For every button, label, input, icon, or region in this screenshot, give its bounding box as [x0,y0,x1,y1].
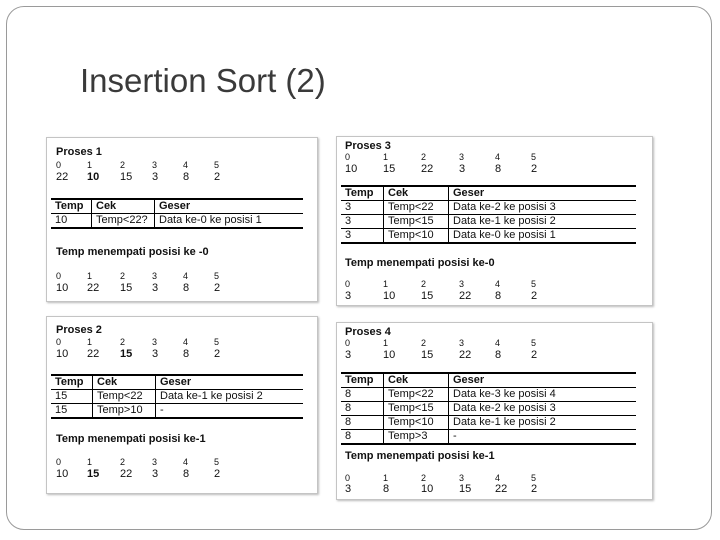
value-cell: 3 [345,290,352,302]
panel-title: Proses 3 [345,140,391,152]
header-geser: Geser [449,186,637,201]
value-cell: 15 [120,348,133,360]
cell-geser: Data ke-2 ke posisi 3 [449,201,637,215]
value-cell: 3 [152,468,159,480]
header-temp: Temp [341,186,384,201]
index-cell: 5 [214,337,220,347]
value-cell: 10 [383,290,396,302]
panel-proses-4 [336,322,653,500]
value-cell: 8 [495,290,502,302]
cell-temp: 8 [341,416,384,430]
steps-table [51,198,303,229]
index-cell: 3 [459,338,465,348]
table-row [51,390,303,404]
table-row [341,229,636,244]
cell-geser: Data ke-1 ke posisi 2 [449,416,637,430]
temp-note: Temp menempati posisi ke-1 [345,450,495,462]
value-cell: 2 [214,171,221,183]
table-header [51,375,303,390]
cell-cek: Temp>10 [93,404,156,419]
header-cek: Cek [92,199,155,214]
header-cek: Cek [93,375,156,390]
index-cell: 1 [87,337,93,347]
index-cell: 3 [152,457,158,467]
index-cell: 0 [56,160,62,170]
cell-cek: Temp<22? [92,214,155,229]
value-cell: 22 [87,348,100,360]
index-cell: 4 [495,152,501,162]
index-cell: 1 [383,473,389,483]
index-cell: 3 [459,279,465,289]
value-cell: 2 [531,163,538,175]
index-cell: 4 [183,457,189,467]
index-cell: 2 [421,338,427,348]
value-cell: 2 [214,282,221,294]
value-cell: 22 [495,483,508,495]
cell-cek: Temp>3 [384,430,449,445]
value-cell: 8 [183,348,190,360]
value-cell: 15 [120,171,133,183]
panel-title: Proses 4 [345,326,391,338]
cell-temp: 15 [51,404,93,419]
index-cell: 1 [87,271,93,281]
cell-temp: 3 [341,229,384,244]
value-cell: 15 [459,483,472,495]
cell-geser: - [449,430,637,445]
panel-proses-2 [46,316,318,494]
index-cell: 0 [345,279,351,289]
cell-cek: Temp<22 [93,390,156,404]
cell-temp: 15 [51,390,93,404]
header-temp: Temp [51,199,92,214]
index-cell: 0 [345,338,351,348]
table-row [341,416,636,430]
index-cell: 2 [120,160,126,170]
value-cell: 15 [87,468,100,480]
cell-cek: Temp<10 [384,416,449,430]
value-cell: 2 [531,349,538,361]
cell-geser: Data ke-0 ke posisi 1 [449,229,637,244]
value-cell: 10 [345,163,358,175]
header-geser: Geser [156,375,304,390]
cell-geser: Data ke-1 ke posisi 2 [156,390,304,404]
cell-temp: 8 [341,402,384,416]
index-cell: 0 [345,152,351,162]
table-header [51,199,303,214]
steps-table [341,372,636,445]
value-cell: 22 [421,163,434,175]
value-cell: 8 [495,163,502,175]
value-cell: 10 [56,468,69,480]
index-cell: 0 [345,473,351,483]
value-cell: 3 [345,349,352,361]
value-cell: 15 [421,349,434,361]
temp-note: Temp menempati posisi ke-0 [345,257,495,269]
index-cell: 2 [421,473,427,483]
value-cell: 8 [495,349,502,361]
table-row [51,214,303,229]
index-cell: 1 [383,279,389,289]
value-cell: 15 [120,282,133,294]
table-row [341,388,636,402]
cell-temp: 3 [341,201,384,215]
cell-temp: 8 [341,430,384,445]
value-cell: 3 [152,282,159,294]
table-row [341,215,636,229]
cell-cek: Temp<15 [384,215,449,229]
cell-temp: 8 [341,388,384,402]
value-cell: 3 [459,163,466,175]
cell-cek: Temp<22 [384,201,449,215]
temp-note: Temp menempati posisi ke -0 [56,246,209,258]
header-temp: Temp [341,373,384,388]
index-cell: 4 [183,160,189,170]
steps-table [51,374,303,419]
cell-cek: Temp<10 [384,229,449,244]
panel-proses-3 [336,136,653,306]
value-cell: 8 [183,171,190,183]
table-row [341,402,636,416]
index-cell: 4 [495,279,501,289]
header-cek: Cek [384,186,449,201]
index-cell: 3 [459,473,465,483]
value-cell: 2 [214,348,221,360]
value-cell: 3 [152,171,159,183]
index-cell: 5 [531,152,537,162]
value-cell: 15 [383,163,396,175]
index-cell: 1 [383,152,389,162]
index-cell: 5 [531,338,537,348]
cell-geser: - [156,404,304,419]
value-cell: 2 [214,468,221,480]
index-cell: 2 [421,152,427,162]
index-cell: 4 [183,337,189,347]
value-cell: 22 [87,282,100,294]
index-cell: 1 [87,160,93,170]
index-cell: 3 [152,271,158,281]
index-cell: 0 [56,271,62,281]
steps-table [341,185,636,244]
temp-note: Temp menempati posisi ke-1 [56,433,206,445]
index-cell: 3 [152,160,158,170]
header-geser: Geser [155,199,304,214]
index-cell: 4 [495,338,501,348]
value-cell: 22 [459,290,472,302]
index-cell: 0 [56,457,62,467]
index-cell: 4 [495,473,501,483]
cell-geser: Data ke-3 ke posisi 4 [449,388,637,402]
cell-geser: Data ke-1 ke posisi 2 [449,215,637,229]
table-header [341,186,636,201]
cell-geser: Data ke-2 ke posisi 3 [449,402,637,416]
panel-title: Proses 2 [56,324,102,336]
index-cell: 1 [383,338,389,348]
index-cell: 3 [152,337,158,347]
index-cell: 3 [459,152,465,162]
cell-cek: Temp<15 [384,402,449,416]
value-cell: 2 [531,290,538,302]
index-cell: 2 [120,271,126,281]
value-cell: 3 [152,348,159,360]
index-cell: 5 [531,279,537,289]
index-cell: 5 [531,473,537,483]
cell-temp: 10 [51,214,92,229]
cell-temp: 3 [341,215,384,229]
value-cell: 22 [120,468,133,480]
value-cell: 8 [183,282,190,294]
index-cell: 4 [183,271,189,281]
value-cell: 10 [56,348,69,360]
value-cell: 10 [421,483,434,495]
header-cek: Cek [384,373,449,388]
index-cell: 5 [214,160,220,170]
value-cell: 22 [56,171,69,183]
index-cell: 5 [214,457,220,467]
value-cell: 2 [531,483,538,495]
value-cell: 10 [56,282,69,294]
index-cell: 5 [214,271,220,281]
value-cell: 10 [383,349,396,361]
value-cell: 3 [345,483,352,495]
table-header [341,373,636,388]
panel-title: Proses 1 [56,146,102,158]
table-row [341,201,636,215]
index-cell: 2 [421,279,427,289]
header-geser: Geser [449,373,637,388]
slide-title: Insertion Sort (2) [80,62,326,99]
value-cell: 15 [421,290,434,302]
index-cell: 2 [120,337,126,347]
index-cell: 2 [120,457,126,467]
value-cell: 8 [183,468,190,480]
table-row [51,404,303,419]
index-cell: 0 [56,337,62,347]
index-cell: 1 [87,457,93,467]
value-cell: 10 [87,171,100,183]
value-cell: 8 [383,483,390,495]
panel-proses-1 [46,137,318,302]
cell-geser: Data ke-0 ke posisi 1 [155,214,304,229]
header-temp: Temp [51,375,93,390]
cell-cek: Temp<22 [384,388,449,402]
table-row [341,430,636,445]
value-cell: 22 [459,349,472,361]
